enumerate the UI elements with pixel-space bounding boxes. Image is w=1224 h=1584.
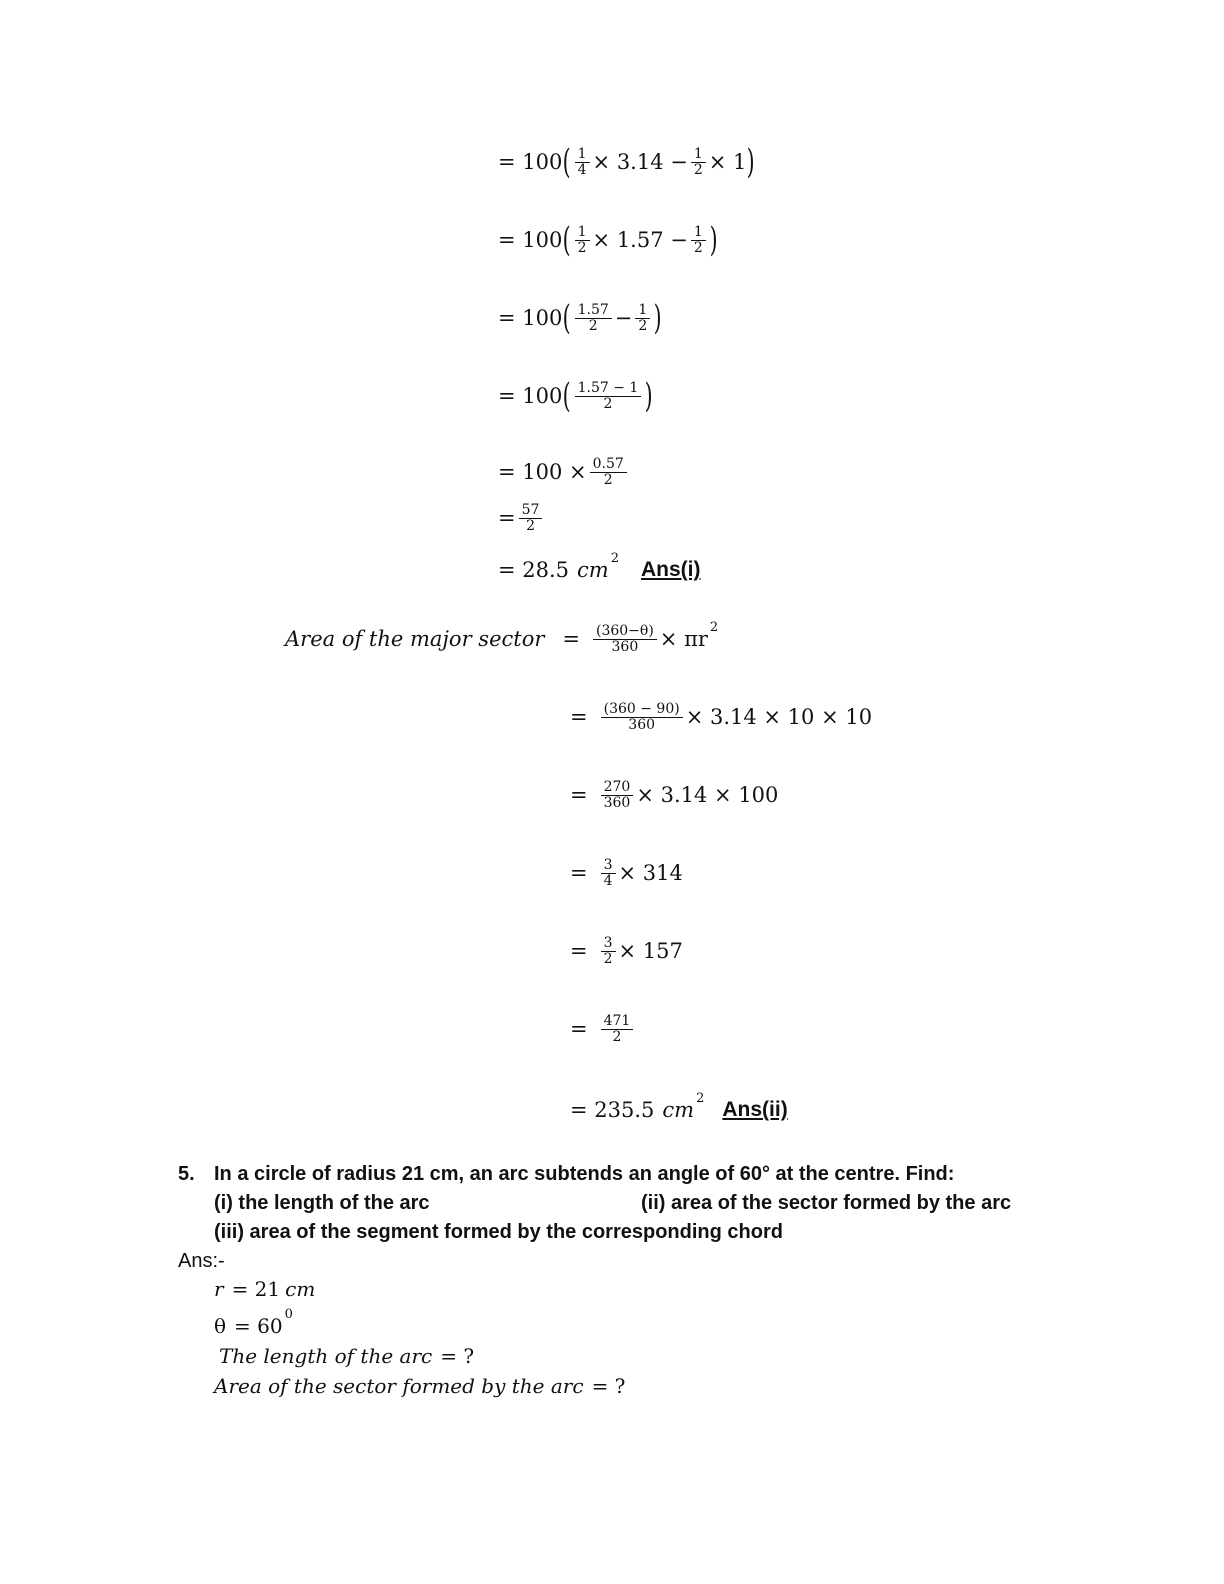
numerator: 1.57 − 1 (575, 381, 642, 397)
major-sector-step-6 (570, 1014, 636, 1044)
major-sector-result (570, 1090, 788, 1122)
step-lead: = (570, 783, 588, 808)
denominator: 360 (603, 794, 631, 811)
denominator: 2 (577, 239, 587, 256)
fraction (601, 1014, 634, 1044)
step-tail: × 157 (618, 939, 683, 964)
numerator: 3 (601, 858, 616, 874)
superscript: 2 (696, 1090, 705, 1106)
major-sector-step-4 (570, 858, 683, 888)
step-lead: = (562, 627, 580, 652)
step-lead: = (498, 506, 516, 531)
question-5-part-ii: (ii) area of the sector formed by the arc (641, 1192, 1012, 1214)
numerator: 3 (601, 936, 616, 952)
denominator: 360 (628, 716, 656, 733)
angle-value: = 60 (234, 1314, 283, 1338)
fraction (519, 503, 543, 533)
denominator: 4 (603, 872, 613, 889)
question-5-part-iii: (iii) area of the segment formed by the corresponding chord (214, 1221, 783, 1243)
step-tail: × 1 (708, 150, 747, 174)
numerator: (360−θ) (593, 624, 657, 640)
denominator: 2 (693, 161, 703, 178)
denominator: 2 (638, 317, 648, 334)
major-sector-step-1 (285, 619, 719, 655)
step-lead: = 28.5 (498, 558, 570, 582)
numerator: 0.57 (590, 457, 627, 473)
right-paren: ) (653, 298, 662, 338)
sector-area-label: Area of the sector formed by the arc (214, 1374, 584, 1398)
step-lead: = 235.5 (570, 1098, 655, 1122)
step-2 (498, 220, 718, 260)
numerator: 270 (601, 780, 634, 796)
answer-label: Ans(ii) (722, 1098, 788, 1121)
fraction (601, 936, 616, 966)
fraction (601, 780, 634, 810)
step-lead: = (570, 861, 588, 886)
step-lead: = 100 (498, 306, 563, 330)
right-paren: ) (644, 376, 653, 416)
left-paren: ( (563, 220, 571, 260)
arc-length-label: The length of the arc (219, 1344, 433, 1368)
step-tail: × 3.14 × 100 (636, 783, 779, 808)
major-sector-step-3 (570, 780, 778, 810)
arc-length-question (219, 1344, 474, 1368)
sector-area-question (214, 1374, 625, 1398)
left-paren: ( (563, 376, 571, 416)
fraction (593, 624, 657, 654)
numerator: 471 (601, 1014, 634, 1030)
major-sector-step-2 (570, 702, 872, 732)
fraction (590, 457, 627, 487)
fraction (575, 381, 642, 411)
given-radius (214, 1277, 315, 1301)
question-5-text: In a circle of radius 21 cm, an arc subtends an angle of 60° at the centre. Find: (214, 1163, 955, 1185)
fraction (601, 702, 683, 732)
major-sector-step-5 (570, 936, 683, 966)
denominator: 4 (577, 161, 587, 178)
numerator: 1.57 (575, 303, 612, 319)
numerator: 1 (691, 147, 706, 163)
fraction (575, 147, 590, 177)
given-angle (214, 1306, 293, 1338)
step-mid: − (614, 306, 633, 330)
superscript: 2 (709, 619, 719, 635)
unit: cm (662, 1098, 695, 1122)
step-lead: = 100 (498, 384, 563, 408)
denominator: 2 (603, 471, 613, 488)
fraction (691, 147, 706, 177)
radius-symbol: r (214, 1277, 224, 1301)
step-lead: = (570, 1017, 588, 1042)
question-5-part-i: (i) the length of the arc (214, 1192, 430, 1214)
denominator: 2 (603, 950, 613, 967)
radius-value: = 21 (231, 1277, 281, 1301)
step-lead: = 100 (498, 228, 563, 252)
superscript: 0 (284, 1306, 293, 1322)
numerator: 57 (519, 503, 543, 519)
left-paren: ( (563, 298, 571, 338)
answer-label: Ans:- (178, 1250, 225, 1272)
denominator: 2 (603, 395, 613, 412)
question-5-number: 5. (178, 1163, 195, 1185)
denominator: 360 (611, 638, 639, 655)
fraction (575, 303, 612, 333)
unit: cm (577, 558, 609, 582)
step-tail: × πr (659, 627, 708, 652)
denominator: 2 (612, 1028, 622, 1045)
fraction (575, 225, 590, 255)
numerator: 1 (575, 147, 590, 163)
step-7-result (498, 550, 701, 582)
fraction (601, 858, 616, 888)
step-lead: = (570, 705, 588, 730)
superscript: 2 (610, 550, 619, 566)
step-lead: = (570, 939, 588, 964)
step-tail: × 314 (618, 861, 683, 886)
step-4 (498, 376, 654, 416)
numerator: 1 (575, 225, 590, 241)
step-mid: × 3.14 − (592, 150, 688, 174)
major-sector-label: Area of the major sector (285, 627, 545, 652)
step-lead: = 100 (498, 150, 563, 174)
step-mid: × 1.57 − (592, 228, 688, 252)
unknown: = ? (440, 1344, 475, 1368)
fraction (691, 225, 706, 255)
step-lead: = 100 × (498, 460, 587, 485)
right-paren: ) (709, 220, 718, 260)
answer-label: Ans(i) (641, 558, 701, 581)
denominator: 2 (693, 239, 703, 256)
denominator: 2 (526, 517, 535, 534)
step-3 (498, 298, 663, 338)
theta-symbol: θ (214, 1314, 227, 1338)
step-1 (498, 142, 756, 182)
fraction (635, 303, 650, 333)
left-paren: ( (563, 142, 571, 182)
unit: cm (285, 1277, 316, 1301)
numerator: 1 (691, 225, 706, 241)
step-tail: × 3.14 × 10 × 10 (685, 705, 873, 730)
right-paren: ) (747, 142, 756, 182)
step-6 (498, 503, 545, 533)
numerator: 1 (635, 303, 650, 319)
denominator: 2 (588, 317, 598, 334)
step-5 (498, 457, 630, 487)
unknown: = ? (591, 1374, 626, 1398)
numerator: (360 − 90) (601, 702, 683, 718)
